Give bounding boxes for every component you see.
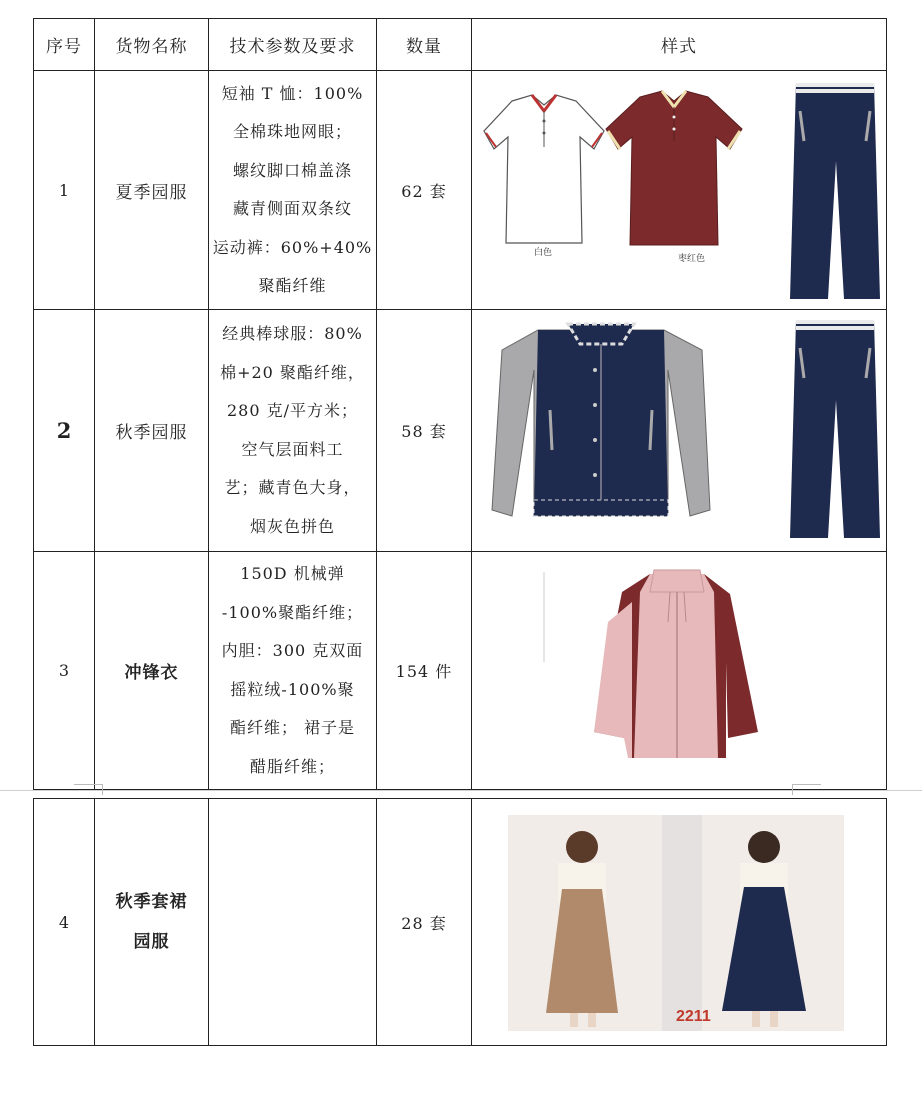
spec-line: 藏青侧面双条纹 <box>232 199 352 218</box>
spec-line: 全棉珠地网眼； <box>232 122 352 141</box>
spec-line: 醋脂纤维； <box>249 756 335 776</box>
item-name: 夏季园服 <box>95 71 209 310</box>
table-row <box>34 71 887 310</box>
table-row <box>34 552 887 790</box>
spec-line: 空气层面料工 <box>241 439 344 459</box>
header-no: 序号 <box>34 19 95 71</box>
item-name: 冲锋衣 <box>95 552 209 790</box>
page-corner-mark <box>74 784 103 795</box>
caption-maroon: 枣红色 <box>678 253 706 263</box>
spec-line: 内胆：300 克双面 <box>221 641 364 660</box>
spec-line: 运动裤：60%+40% <box>212 237 373 257</box>
table-row <box>34 799 887 1046</box>
spec-line: 短袖 T 恤：100% <box>221 83 364 103</box>
item-spec <box>209 552 377 790</box>
row-number: 2 <box>34 310 95 552</box>
style-images <box>472 552 887 790</box>
row-number: 4 <box>34 799 95 1046</box>
style-images <box>472 799 887 1046</box>
item-quantity: 28 套 <box>377 799 472 1046</box>
white-polo-shirt-image <box>484 95 604 243</box>
maroon-polo-shirt-image <box>606 91 742 245</box>
header-style: 样式 <box>472 19 887 71</box>
style-images <box>472 310 887 552</box>
item-quantity: 154 件 <box>377 552 472 790</box>
header-name: 货物名称 <box>95 19 209 71</box>
header-spec: 技术参数及要求 <box>209 19 377 71</box>
navy-trousers-image <box>790 83 880 299</box>
row-number: 1 <box>34 71 95 310</box>
spec-line: 150D 机械弹 <box>240 564 345 583</box>
summer-uniform-illustration <box>472 71 886 305</box>
style-images <box>472 71 887 310</box>
goods-table <box>33 18 887 790</box>
spec-line: 摇粒绒-100%聚 <box>230 679 355 699</box>
table-header-row <box>34 19 887 71</box>
goods-table-continued <box>33 798 887 1046</box>
autumn-uniform-illustration <box>472 310 886 547</box>
row-number: 3 <box>34 552 95 790</box>
windbreaker-illustration <box>472 552 886 785</box>
navy-trousers-image <box>790 320 880 538</box>
header-qty: 数量 <box>377 19 472 71</box>
page-break-line <box>0 790 922 791</box>
item-name-line: 园服 <box>133 932 170 952</box>
table-row <box>34 310 887 552</box>
caption-white: 白色 <box>534 247 553 257</box>
spec-line: 经典棒球服：80% <box>222 324 363 343</box>
item-name: 秋季园服 <box>95 310 209 552</box>
spec-line: 螺纹脚口棉盖涤 <box>232 160 352 180</box>
item-quantity: 58 套 <box>377 310 472 552</box>
item-spec <box>209 799 377 1046</box>
item-name <box>95 799 209 1046</box>
spec-line: 烟灰色拼色 <box>249 516 335 536</box>
spec-line: 棉+20 聚酯纤维， <box>220 362 365 382</box>
spec-line: 酯纤维； 裙子是 <box>229 718 356 737</box>
spec-line: 聚酯纤维 <box>258 276 327 295</box>
item-spec <box>209 310 377 552</box>
baseball-jacket-image <box>492 324 710 516</box>
pinafore-dress-photo <box>472 799 886 1041</box>
pink-windbreaker-image <box>594 570 758 758</box>
spec-line: -100%聚酯纤维； <box>221 602 364 622</box>
spec-line: 280 克/平方米； <box>226 401 359 420</box>
spec-line: 艺；藏青色大身， <box>224 478 361 497</box>
item-spec <box>209 71 377 310</box>
item-name-line: 秋季套裙 <box>115 892 188 912</box>
item-quantity: 62 套 <box>377 71 472 310</box>
page-corner-mark <box>792 784 821 795</box>
photo-label: 2211 <box>676 1008 711 1025</box>
